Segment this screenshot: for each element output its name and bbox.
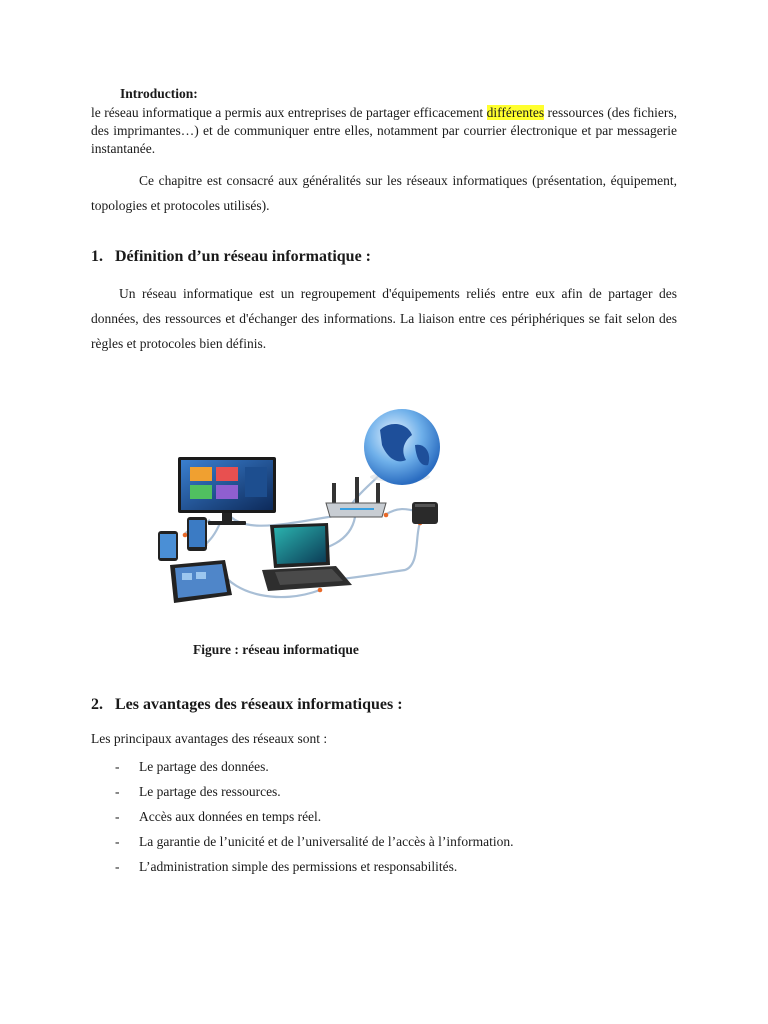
network-illustration <box>150 405 450 620</box>
section-2-title: Les avantages des réseaux informatiques : <box>115 696 403 713</box>
list-bullet: - <box>115 809 120 824</box>
definition-paragraph: Un réseau informatique est un regroupement d'équipements reliés entre eux afin de partager des données, des ressources et d'échanger des informations. La liaison entre ces périphériques se fait selon des règles et protocoles bien définis. <box>91 286 677 351</box>
list-item <box>91 758 513 783</box>
list-bullet: - <box>115 859 120 874</box>
list-item-text: Le partage des données. <box>139 759 269 774</box>
list-item-text: La garantie de l’unicité et de l’universalité de l’accès à l’information. <box>139 834 514 849</box>
list-item <box>91 858 513 883</box>
laptop-icon <box>262 523 352 591</box>
list-item-text: Le partage des ressources. <box>139 784 281 799</box>
list-bullet: - <box>115 834 120 849</box>
list-item <box>91 783 513 808</box>
section-1-title: Définition d’un réseau informatique : <box>115 248 371 265</box>
highlighted-word: différentes <box>486 105 545 120</box>
chapter-summary-paragraph: Ce chapitre est consacré aux généralités sur les réseaux informatiques (présentation, équipement, topologies et protocoles utilisés). <box>91 173 677 213</box>
smartphone-icon-2 <box>187 517 207 551</box>
list-item-text: L’administration simple des permissions et responsabilités. <box>139 859 458 874</box>
list-item <box>91 833 513 858</box>
figure-caption: Figure : réseau informatique <box>193 642 359 657</box>
smartphone-icon <box>158 531 178 561</box>
globe-icon <box>364 409 440 485</box>
intro-text-end: ressources (des fichiers, des imprimantes…) et de communiquer entre elles, notamment par courrier électronique et par messagerie instantanée. <box>91 105 678 156</box>
tablet-icon <box>170 560 232 603</box>
section-2-heading <box>91 696 403 714</box>
section-2-number: 2. <box>91 696 103 713</box>
section-1-number: 1. <box>91 248 103 265</box>
intro-paragraph <box>91 104 677 158</box>
advantages-list <box>91 758 513 883</box>
monitor-icon <box>178 457 276 525</box>
intro-text-start: le réseau informatique a permis aux entreprises de partager efficacement <box>91 105 487 120</box>
list-bullet: - <box>115 759 120 774</box>
intro-heading: Introduction: <box>120 86 198 101</box>
advantages-lead: Les principaux avantages des réseaux sont : <box>91 731 328 746</box>
external-drive-icon <box>412 502 438 524</box>
list-item-text: Accès aux données en temps réel. <box>139 809 322 824</box>
section-1-heading <box>91 248 371 266</box>
list-bullet: - <box>115 784 120 799</box>
list-item <box>91 808 513 833</box>
router-icon <box>326 477 386 517</box>
